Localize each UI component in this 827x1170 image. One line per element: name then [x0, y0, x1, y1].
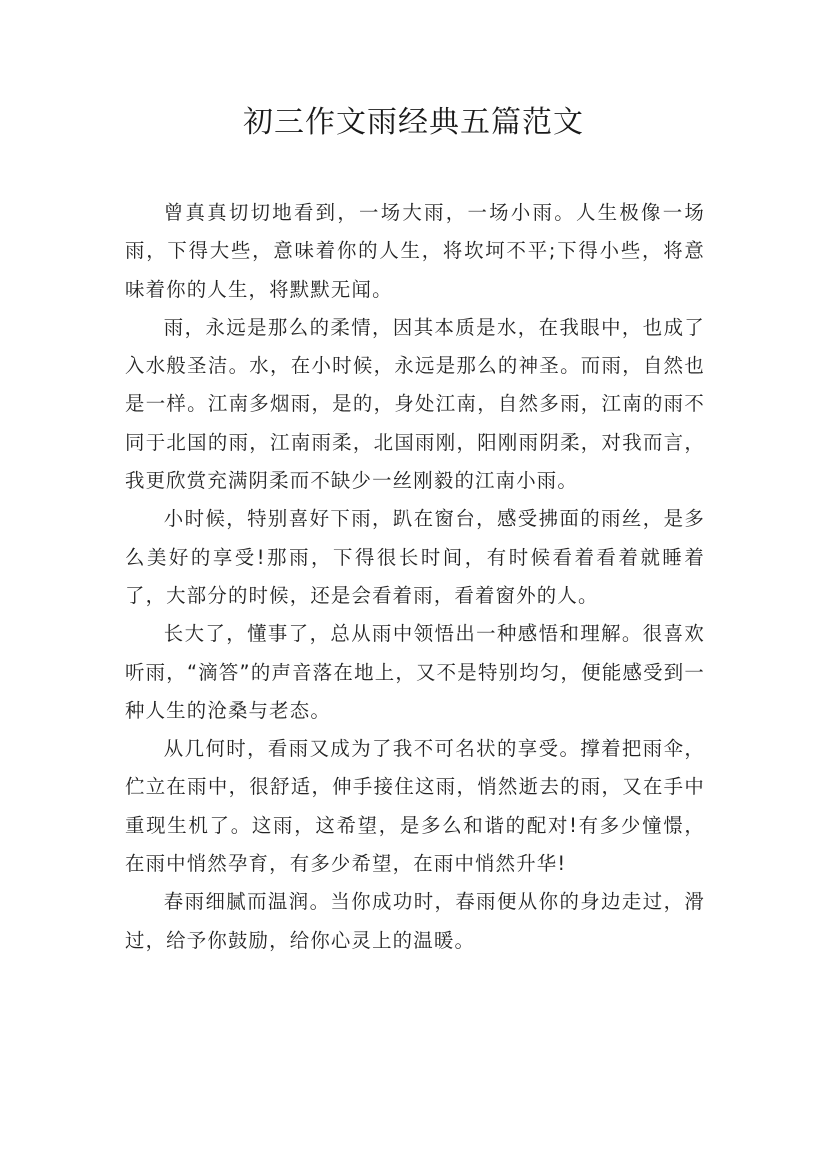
- paragraph: 长大了，懂事了，总从雨中领悟出一种感悟和理解。很喜欢听雨，“滴答”的声音落在地上，又不是特别均匀，便能感受到一种人生的沧桑与老态。: [125, 622, 705, 722]
- paragraph: 雨，永远是那么的柔情，因其本质是水，在我眼中，也成了入水般圣洁。水，在小时候，永远是那么的神圣。而雨，自然也是一样。江南多烟雨，是的，身处江南，自然多雨，江南的雨不同于北国的雨，江南雨柔，北国雨刚，阳刚雨阴柔，对我而言，我更欣赏充满阴柔而不缺少一丝刚毅的江南小雨。: [125, 315, 705, 493]
- document-body: [125, 194, 705, 960]
- paragraph: 从几何时，看雨又成为了我不可名状的享受。撑着把雨伞，伫立在雨中，很舒适，伸手接住这雨，悄然逝去的雨，又在手中重现生机了。这雨，这希望，是多么和谐的配对!有多少憧憬，在雨中悄然孕育，有多少希望，在雨中悄然升华!: [125, 737, 705, 876]
- paragraph: 曾真真切切地看到，一场大雨，一场小雨。人生极像一场雨，下得大些，意味着你的人生，将坎坷不平;下得小些，将意味着你的人生，将默默无闻。: [125, 201, 705, 301]
- paragraph: 小时候，特别喜好下雨，趴在窗台，感受拂面的雨丝，是多么美好的享受!那雨，下得很长时间，有时候看着看着就睡着了，大部分的时候，还是会看着雨，看着窗外的人。: [125, 507, 705, 607]
- document-title: 初三作文雨经典五篇范文: [243, 105, 584, 140]
- paragraph: 春雨细腻而温润。当你成功时，春雨便从你的身边走过，滑过，给予你鼓励，给你心灵上的温暖。: [125, 890, 705, 952]
